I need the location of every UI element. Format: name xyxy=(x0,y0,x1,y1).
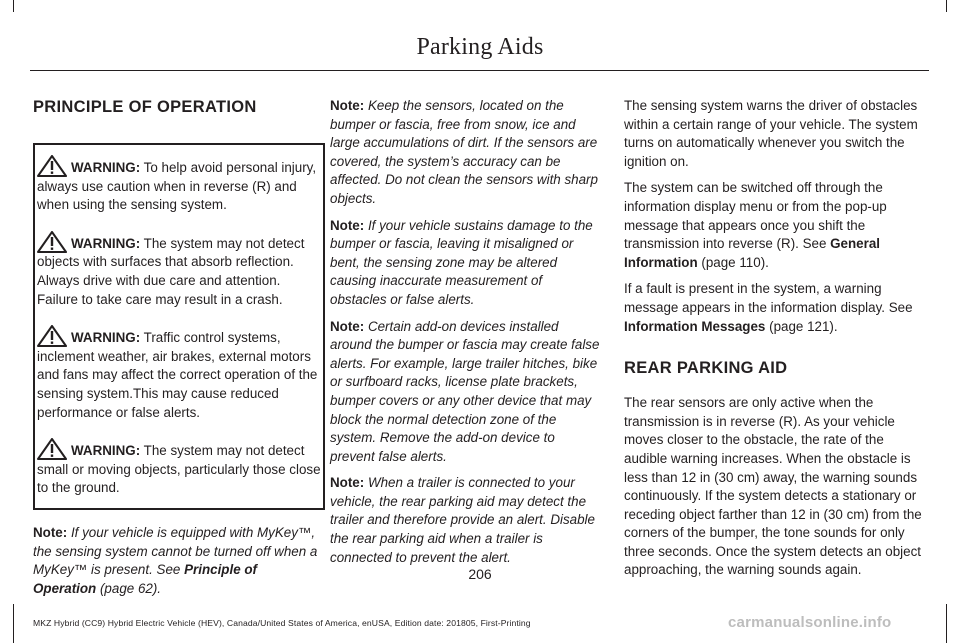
column-3 xyxy=(624,97,929,588)
note-text: If your vehicle sustains damage to the bumper or fascia, leaving it misaligned or bent, the sensing zone may be altered causing inaccurate measurement of obstacles or false alerts. xyxy=(330,217,593,307)
column-2 xyxy=(330,97,602,575)
note-label: Note: xyxy=(330,475,365,491)
column-1 xyxy=(33,97,323,606)
crop-mark xyxy=(946,0,947,12)
cross-reference-link[interactable]: Information Messages xyxy=(624,318,766,334)
note-label: Note: xyxy=(330,217,365,233)
warning-triangle-icon xyxy=(37,155,67,177)
note-text: If your vehicle is equipped with MyKey™, the sensing system cannot be turned off when a MyKey™ is present. See xyxy=(33,524,318,578)
warning-text: Traffic control systems, inclement weather, air brakes, external motors and fans may affect the correct operation of the sensing system.This may cause reduced performance or false alerts. xyxy=(37,330,318,420)
section-heading-principle: PRINCIPLE OF OPERATION xyxy=(33,98,257,116)
page-reference: (page 121). xyxy=(765,318,838,334)
section-heading-rear-parking-aid: REAR PARKING AID xyxy=(624,359,788,378)
warning-triangle-icon xyxy=(37,231,67,253)
note-text: When a trailer is connected to your vehicle, the rear parking aid may detect the trailer and therefore provide an alert. Disable the rear parking aid when a trailer is connected to prevent the alert. xyxy=(330,475,595,565)
crop-mark xyxy=(13,0,14,12)
warning-item xyxy=(37,438,323,498)
note-text: Certain add-on devices installed around the bumper or fascia may create false alerts. For example, large trailer hitches, bike or surfboard racks, license plate brackets, bumper covers or any other device that may block the normal detection zone of the system. Remove the add-on device to prevent false alerts. xyxy=(330,318,600,464)
warning-label: WARNING: xyxy=(71,235,141,251)
cross-reference-link[interactable]: General Information xyxy=(624,236,881,270)
crop-mark xyxy=(13,604,14,643)
cross-reference-link[interactable]: Principle of Operation xyxy=(33,562,257,596)
warning-triangle-icon xyxy=(37,325,67,347)
warning-label: WARNING: xyxy=(71,160,141,175)
footer-edition-info: MKZ Hybrid (CC9) Hybrid Electric Vehicle (HEV), Canada/United States of America, enUSA, Edition date: 201805, First-Printing xyxy=(33,618,531,628)
note-label: Note: xyxy=(33,524,68,540)
page-number: 206 xyxy=(468,566,492,582)
note-label: Note: xyxy=(330,318,365,334)
note-label: Note: xyxy=(330,98,365,113)
warning-text: The system may not detect small or moving objects, particularly those close to the ground. xyxy=(37,443,321,496)
page-reference: (page 110). xyxy=(697,254,769,270)
watermark: carmanualsonline.info xyxy=(728,614,892,631)
crop-mark xyxy=(946,604,947,643)
warning-text: The system may not detect objects with surfaces that absorb reflection. Always drive with due care and attention. Failure to take care may result in a crash. xyxy=(37,235,305,307)
warning-item xyxy=(37,155,323,215)
warning-triangle-icon xyxy=(37,438,67,460)
page-reference: (page 62). xyxy=(96,580,162,596)
note-item xyxy=(330,97,602,209)
warning-item xyxy=(37,231,323,309)
warning-label: WARNING: xyxy=(71,330,141,346)
warning-text: To help avoid personal injury, always use caution when in reverse (R) and when using the sensing system. xyxy=(37,160,317,213)
paragraph-text: The system can be switched off through the information display menu or from the pop-up message that appears once you shift the transmission into reverse (R). See xyxy=(624,180,887,252)
note-item xyxy=(330,474,602,567)
warning-box xyxy=(33,143,325,510)
warning-label: WARNING: xyxy=(71,443,141,459)
note-mykey xyxy=(33,524,323,598)
paragraph-rear-sensors: The rear sensors are only active when the transmission is in reverse (R). As your vehicle moves closer to the obstacle, the rate of the audible warning increases. When the obstacle is less than 12 in (30 cm) away, the warning sounds continuously. If the system detects a stationary or receding object farther than 12 in (30 cm) from the corners of the bumper, the tone sounds for only three seconds. Once the system detects an object approaching, the warning sounds again. xyxy=(624,395,922,578)
paragraph-sensing-intro: The sensing system warns the driver of obstacles within a certain range of your vehicle. The system turns on automatically whenever you switch the ignition on. xyxy=(624,98,918,169)
note-item xyxy=(330,217,602,310)
header-divider xyxy=(30,70,929,71)
warning-item xyxy=(37,325,323,422)
note-item xyxy=(330,318,602,467)
paragraph-fault xyxy=(624,280,929,336)
paragraph-text: If a fault is present in the system, a warning message appears in the information display. See xyxy=(624,281,913,315)
paragraph-switch-off xyxy=(624,179,929,272)
page-header-title: Parking Aids xyxy=(416,34,544,60)
note-text: Keep the sensors, located on the bumper or fascia, free from snow, ice and large accumulations of dirt. If the sensors are covered, the system’s accuracy can be affected. Do not clean the sensors with sharp objects. xyxy=(330,98,598,206)
